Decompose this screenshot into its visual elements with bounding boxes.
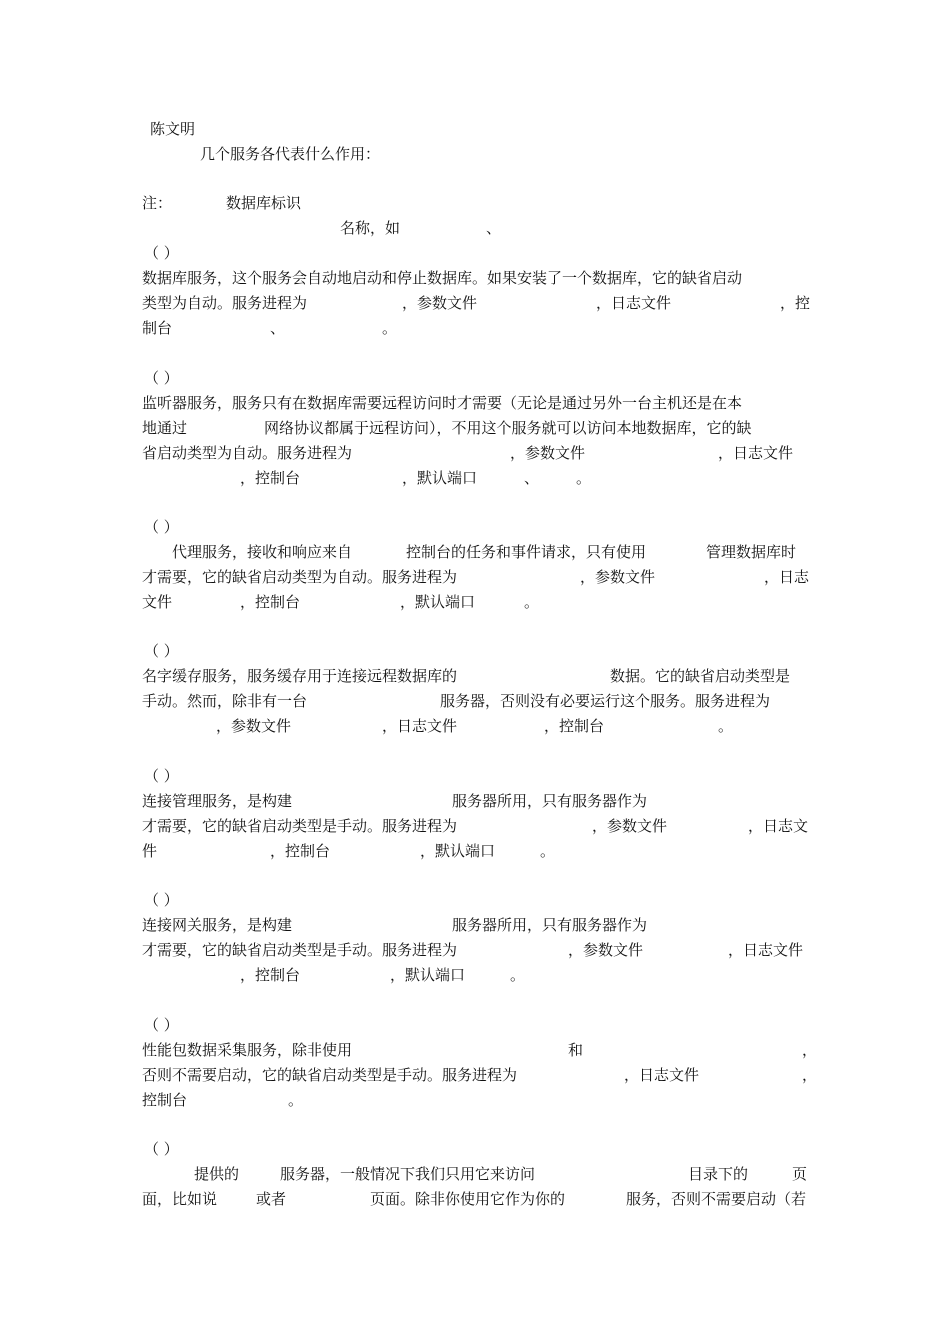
description-text: ，日志文件 (596, 294, 672, 312)
description-text: ，控制台 (544, 717, 605, 735)
description-text: 才需要，它的缺省启动类型是手动。服务进程为 (142, 941, 458, 959)
description-text: 服务器，一般情况下我们只用它来访问 (280, 1165, 536, 1183)
description-text: 文件 (142, 593, 173, 611)
service-name-paren: （ ） (144, 518, 179, 536)
service-name-paren: （ ） (144, 1016, 179, 1034)
service-name-paren: （ ） (144, 642, 179, 660)
description-text: 或者 (256, 1190, 287, 1208)
description-text: 省启动类型为自动。服务进程为 (142, 444, 353, 462)
service-name-paren: （ ） (144, 369, 179, 387)
description-text: ，参数文件 (402, 294, 478, 312)
description-text: 、 (270, 319, 286, 337)
description-text: ，日志文件 (624, 1066, 700, 1084)
description-text: 。 (718, 717, 734, 735)
description-text: 服务器，否则没有必要运行这个服务。服务进程为 (440, 692, 771, 710)
description-text: 。 (382, 319, 398, 337)
description-text: ， (802, 1066, 818, 1084)
description-text: 监听器服务，服务只有在数据库需要远程访问时才需要（无论是通过另外一台主机还是在本 (142, 394, 743, 412)
note-label: 注： (142, 194, 173, 212)
description-text: 服务器所用，只有服务器作为 (452, 916, 648, 934)
description-text: ，日志文件 (382, 717, 458, 735)
description-text: 。 (524, 593, 540, 611)
description-text: ，默认端口 (402, 469, 478, 487)
description-text: 连接网关服务，是构建 (142, 916, 293, 934)
description-text: 。 (288, 1091, 304, 1109)
description-text: 件 (142, 842, 158, 860)
description-text: ，控制台 (270, 842, 331, 860)
description-text: 才需要，它的缺省启动类型是手动。服务进程为 (142, 817, 458, 835)
description-text: ，参数文件 (592, 817, 668, 835)
service-name-paren: （ ） (144, 767, 179, 785)
service-name-paren: （ ） (144, 244, 179, 262)
description-text: 否则不需要启动，它的缺省启动类型是手动。服务进程为 (142, 1066, 518, 1084)
description-text: ，参数文件 (216, 717, 292, 735)
description-text: 页面。除非你使用它作为你的 (370, 1190, 566, 1208)
description-text: ，参数文件 (580, 568, 656, 586)
description-text: 提供的 (194, 1165, 240, 1183)
description-text: ，控制台 (240, 593, 301, 611)
description-text: 数据。它的缺省启动类型是 (610, 667, 791, 685)
description-text: 连接管理服务，是构建 (142, 792, 293, 810)
description-text: 手动。然而，除非有一台 (142, 692, 308, 710)
description-text: ，参数文件 (510, 444, 586, 462)
description-text: ，日志 (764, 568, 810, 586)
description-text: 代理服务，接收和响应来自 (172, 543, 353, 561)
description-text: 名字缓存服务，服务缓存用于连接远程数据库的 (142, 667, 458, 685)
description-text: 网络协议都属于远程访问），不用这个服务就可以访问本地数据库，它的缺 (264, 419, 752, 437)
description-text: ，默认端口 (400, 593, 476, 611)
description-text: 服务，否则不需要启动（若 (626, 1190, 807, 1208)
description-text: ，默认端口 (390, 966, 466, 984)
description-text: 地通过 (142, 419, 188, 437)
intro-heading: 几个服务各代表什么作用： (200, 145, 381, 163)
description-text: 性能包数据采集服务，除非使用 (142, 1041, 353, 1059)
description-text: 。 (576, 469, 592, 487)
description-text: 。 (510, 966, 526, 984)
service-name-paren: （ ） (144, 1140, 179, 1158)
description-text: 服务器所用，只有服务器作为 (452, 792, 648, 810)
service-name-paren: （ ） (144, 891, 179, 909)
description-text: 才需要，它的缺省启动类型为自动。服务进程为 (142, 568, 458, 586)
description-text: 类型为自动。服务进程为 (142, 294, 308, 312)
note-sid-text: 数据库标识 (226, 194, 302, 212)
note-name-text: 名称，如 (340, 219, 401, 237)
description-text: ，控制台 (240, 469, 301, 487)
description-text: ，日志文件 (718, 444, 794, 462)
description-text: 、 (524, 469, 540, 487)
description-text: 目录下的 (688, 1165, 749, 1183)
description-text: 数据库服务，这个服务会自动地启动和停止数据库。如果安装了一个数据库，它的缺省启动 (142, 269, 743, 287)
description-text: ，默认端口 (420, 842, 496, 860)
description-text: ， (802, 1041, 818, 1059)
description-text: 制台 (142, 319, 173, 337)
description-text: ，参数文件 (568, 941, 644, 959)
description-text: 面，比如说 (142, 1190, 218, 1208)
description-text: 控制台 (142, 1091, 188, 1109)
author-name: 陈文明 (150, 120, 196, 138)
description-text: 管理数据库时 (706, 543, 797, 561)
description-text: 。 (540, 842, 556, 860)
description-text: 和 (568, 1041, 584, 1059)
description-text: ，控制台 (240, 966, 301, 984)
description-text: ，控 (780, 294, 811, 312)
note-separator: 、 (486, 219, 502, 237)
description-text: ，日志文 (748, 817, 809, 835)
description-text: ，日志文件 (728, 941, 804, 959)
description-text: 页 (792, 1165, 808, 1183)
description-text: 控制台的任务和事件请求，只有使用 (406, 543, 647, 561)
